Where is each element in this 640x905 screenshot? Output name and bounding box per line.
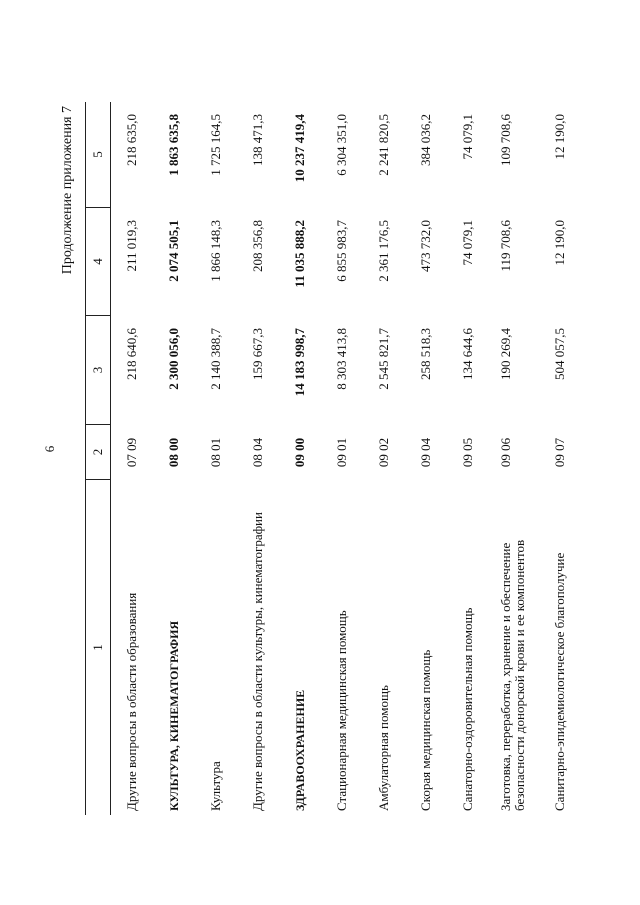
header-col-5: 5: [86, 102, 110, 208]
row-value-col-3: 218 640,6: [124, 328, 139, 380]
row-name: Санаторно-оздоровительная помощь: [460, 607, 475, 811]
row-name: Другие вопросы в области образования: [124, 592, 139, 811]
row-value-col-3: 134 644,6: [460, 328, 475, 380]
row-value-col-4: 208 356,8: [250, 220, 265, 272]
row-code: 09 06: [498, 437, 513, 468]
table-row: [153, 102, 195, 815]
table-row: [237, 102, 279, 815]
row-value-col-5: 109 708,6: [498, 114, 513, 166]
row-value-col-5: 6 304 351,0: [334, 114, 349, 176]
header-col-4: 4: [86, 208, 110, 316]
row-value-col-3: 190 269,4: [498, 328, 513, 380]
row-value-col-5: 2 241 820,5: [376, 114, 391, 176]
row-code: 08 01: [208, 437, 223, 468]
table-row: [405, 102, 447, 815]
row-name: Санитарно-эпидемиологическое благополучие: [552, 552, 567, 811]
row-code: 08 04: [250, 437, 265, 468]
row-code: 08 00: [166, 437, 181, 468]
row-value-col-3: 2 140 388,7: [208, 328, 223, 390]
row-value-col-4: 12 190,0: [552, 220, 567, 266]
row-name: Другие вопросы в области культуры, кинематографии: [250, 512, 265, 811]
table-row: [539, 102, 581, 815]
row-code: 09 07: [552, 437, 567, 468]
row-value-col-4: 6 855 983,7: [334, 220, 349, 282]
row-value-col-5: 1 725 164,5: [208, 114, 223, 176]
row-value-col-4: 2 074 505,1: [166, 220, 181, 282]
row-value-col-3: 8 303 413,8: [334, 328, 349, 390]
header-col-1: 1: [90, 644, 105, 651]
row-value-col-3: 14 183 998,7: [292, 328, 307, 397]
row-value-col-4: 473 732,0: [418, 220, 433, 272]
row-value-col-3: 2 300 056,0: [166, 328, 181, 390]
row-code: 09 00: [292, 437, 307, 468]
row-value-col-4: 211 019,3: [124, 220, 139, 272]
page-number: 6: [42, 445, 57, 453]
row-value-col-4: 11 035 888,2: [292, 220, 307, 288]
table-row: [111, 102, 153, 815]
row-code: 09 01: [334, 437, 349, 468]
table-row: [363, 102, 405, 815]
row-code: 09 04: [418, 437, 433, 468]
row-value-col-5: 384 036,2: [418, 114, 433, 166]
row-value-col-5: 10 237 419,4: [292, 114, 307, 183]
appendix-caption: Продолжение приложения 7: [60, 106, 75, 275]
row-value-col-5: 218 635,0: [124, 114, 139, 166]
row-code: 09 05: [460, 437, 475, 468]
row-value-col-3: 258 518,3: [418, 328, 433, 380]
row-value-col-4: 74 079,1: [460, 220, 475, 266]
row-name: Культура: [208, 761, 223, 811]
row-name: Амбулаторная помощь: [376, 685, 391, 811]
table-row: [321, 102, 363, 815]
budget-table: [85, 102, 581, 815]
table-row: [195, 102, 237, 815]
row-name: КУЛЬТУРА, КИНЕМАТОГРАФИЯ: [167, 620, 181, 811]
row-value-col-5: 138 471,3: [250, 114, 265, 166]
row-value-col-3: 2 545 821,7: [376, 328, 391, 390]
table-body: [111, 102, 581, 815]
row-value-col-5: 74 079,1: [460, 114, 475, 160]
row-value-col-3: 159 667,3: [250, 328, 265, 380]
table-header: [86, 102, 111, 815]
row-name: Скорая медицинская помощь: [418, 649, 433, 811]
row-value-col-3: 504 057,5: [552, 328, 567, 380]
table-row: [279, 102, 321, 815]
row-name: ЗДРАВООХРАНЕНИЕ: [293, 689, 307, 811]
row-name: Стационарная медицинская помощь: [334, 610, 349, 811]
row-code: 07 09: [124, 437, 139, 468]
table-row: [489, 102, 539, 815]
row-value-col-5: 1 863 635,8: [166, 114, 181, 176]
row-name: Заготовка, переработка, хранение и обеспечение безопасности донорской крови и ее компонентов: [498, 539, 527, 811]
row-value-col-4: 1 866 148,3: [208, 220, 223, 282]
row-value-col-4: 119 708,6: [498, 220, 513, 272]
row-code: 09 02: [376, 437, 391, 468]
row-value-col-4: 2 361 176,5: [376, 220, 391, 282]
header-col-2: 2: [86, 425, 110, 480]
header-col-3: 3: [86, 316, 110, 425]
row-value-col-5: 12 190,0: [552, 114, 567, 160]
table-row: [447, 102, 489, 815]
